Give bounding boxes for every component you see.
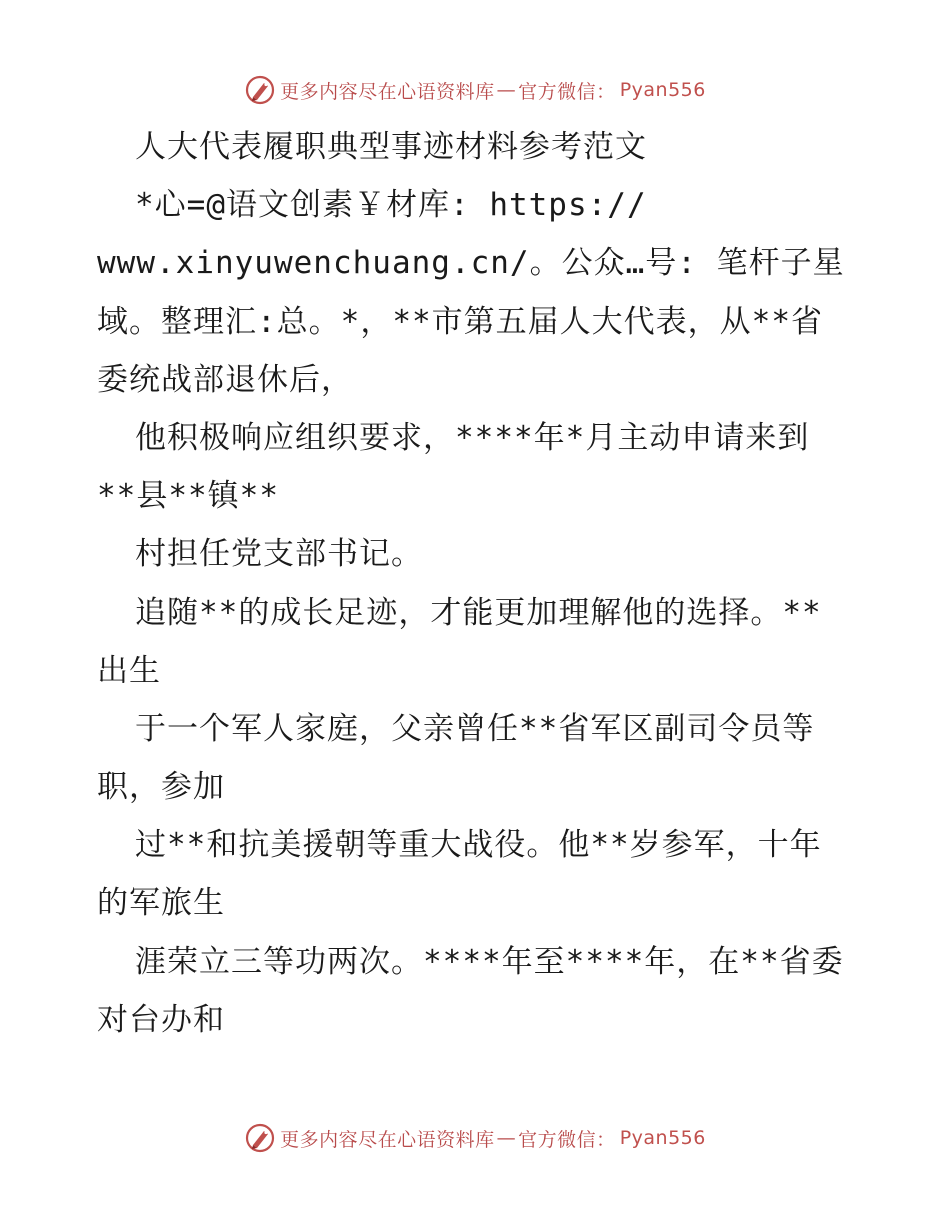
text-line: 过**和抗美援朝等重大战役。他**岁参军，十年 [135,827,822,864]
text-line: 职，参加 [97,769,225,806]
text-line: 委统战部退休后， [97,361,353,398]
watermark-handle: Pyan556 [619,1127,706,1149]
text-line: 域。整理汇:总。*，**市第五届人大代表，从**省 [97,303,823,340]
text-line: 对台办和 [97,1001,225,1038]
watermark-handle: Pyan556 [619,79,706,101]
watermark-label: 官方微信： [518,1128,616,1151]
text-line: 涯荣立三等功两次。****年至****年，在**省委 [135,943,844,980]
watermark-text: 更多内容尽在心语资料库 [280,80,495,103]
text-line: **县**镇** [97,478,279,515]
watermark-separator: — [496,79,517,101]
header-watermark [0,70,950,110]
watermark-text: 更多内容尽在心语资料库 [280,1128,495,1151]
text-line: www.xinyuwenchuang.cn/。公众…号: 笔杆子星 [97,245,845,282]
document-body [97,118,857,1049]
watermark-separator: — [496,1127,517,1149]
document-title: 人大代表履职典型事迹材料参考范文 [135,129,647,165]
text-line: 村担任党支部书记。 [135,536,423,573]
text-line: *心=@语文创素￥材库: https:// [135,187,647,224]
footer-watermark [0,1118,950,1158]
pen-logo-icon [244,1122,276,1154]
text-line: 他积极响应组织要求，****年*月主动申请来到 [135,419,810,456]
pen-logo-icon [244,74,276,106]
text-line: 追随**的成长足迹，才能更加理解他的选择。** [135,594,822,631]
watermark-label: 官方微信： [518,80,616,103]
text-line: 的军旅生 [97,885,225,922]
text-line: 于一个军人家庭，父亲曾任**省军区副司令员等 [135,710,815,747]
text-line: 出生 [97,652,161,689]
